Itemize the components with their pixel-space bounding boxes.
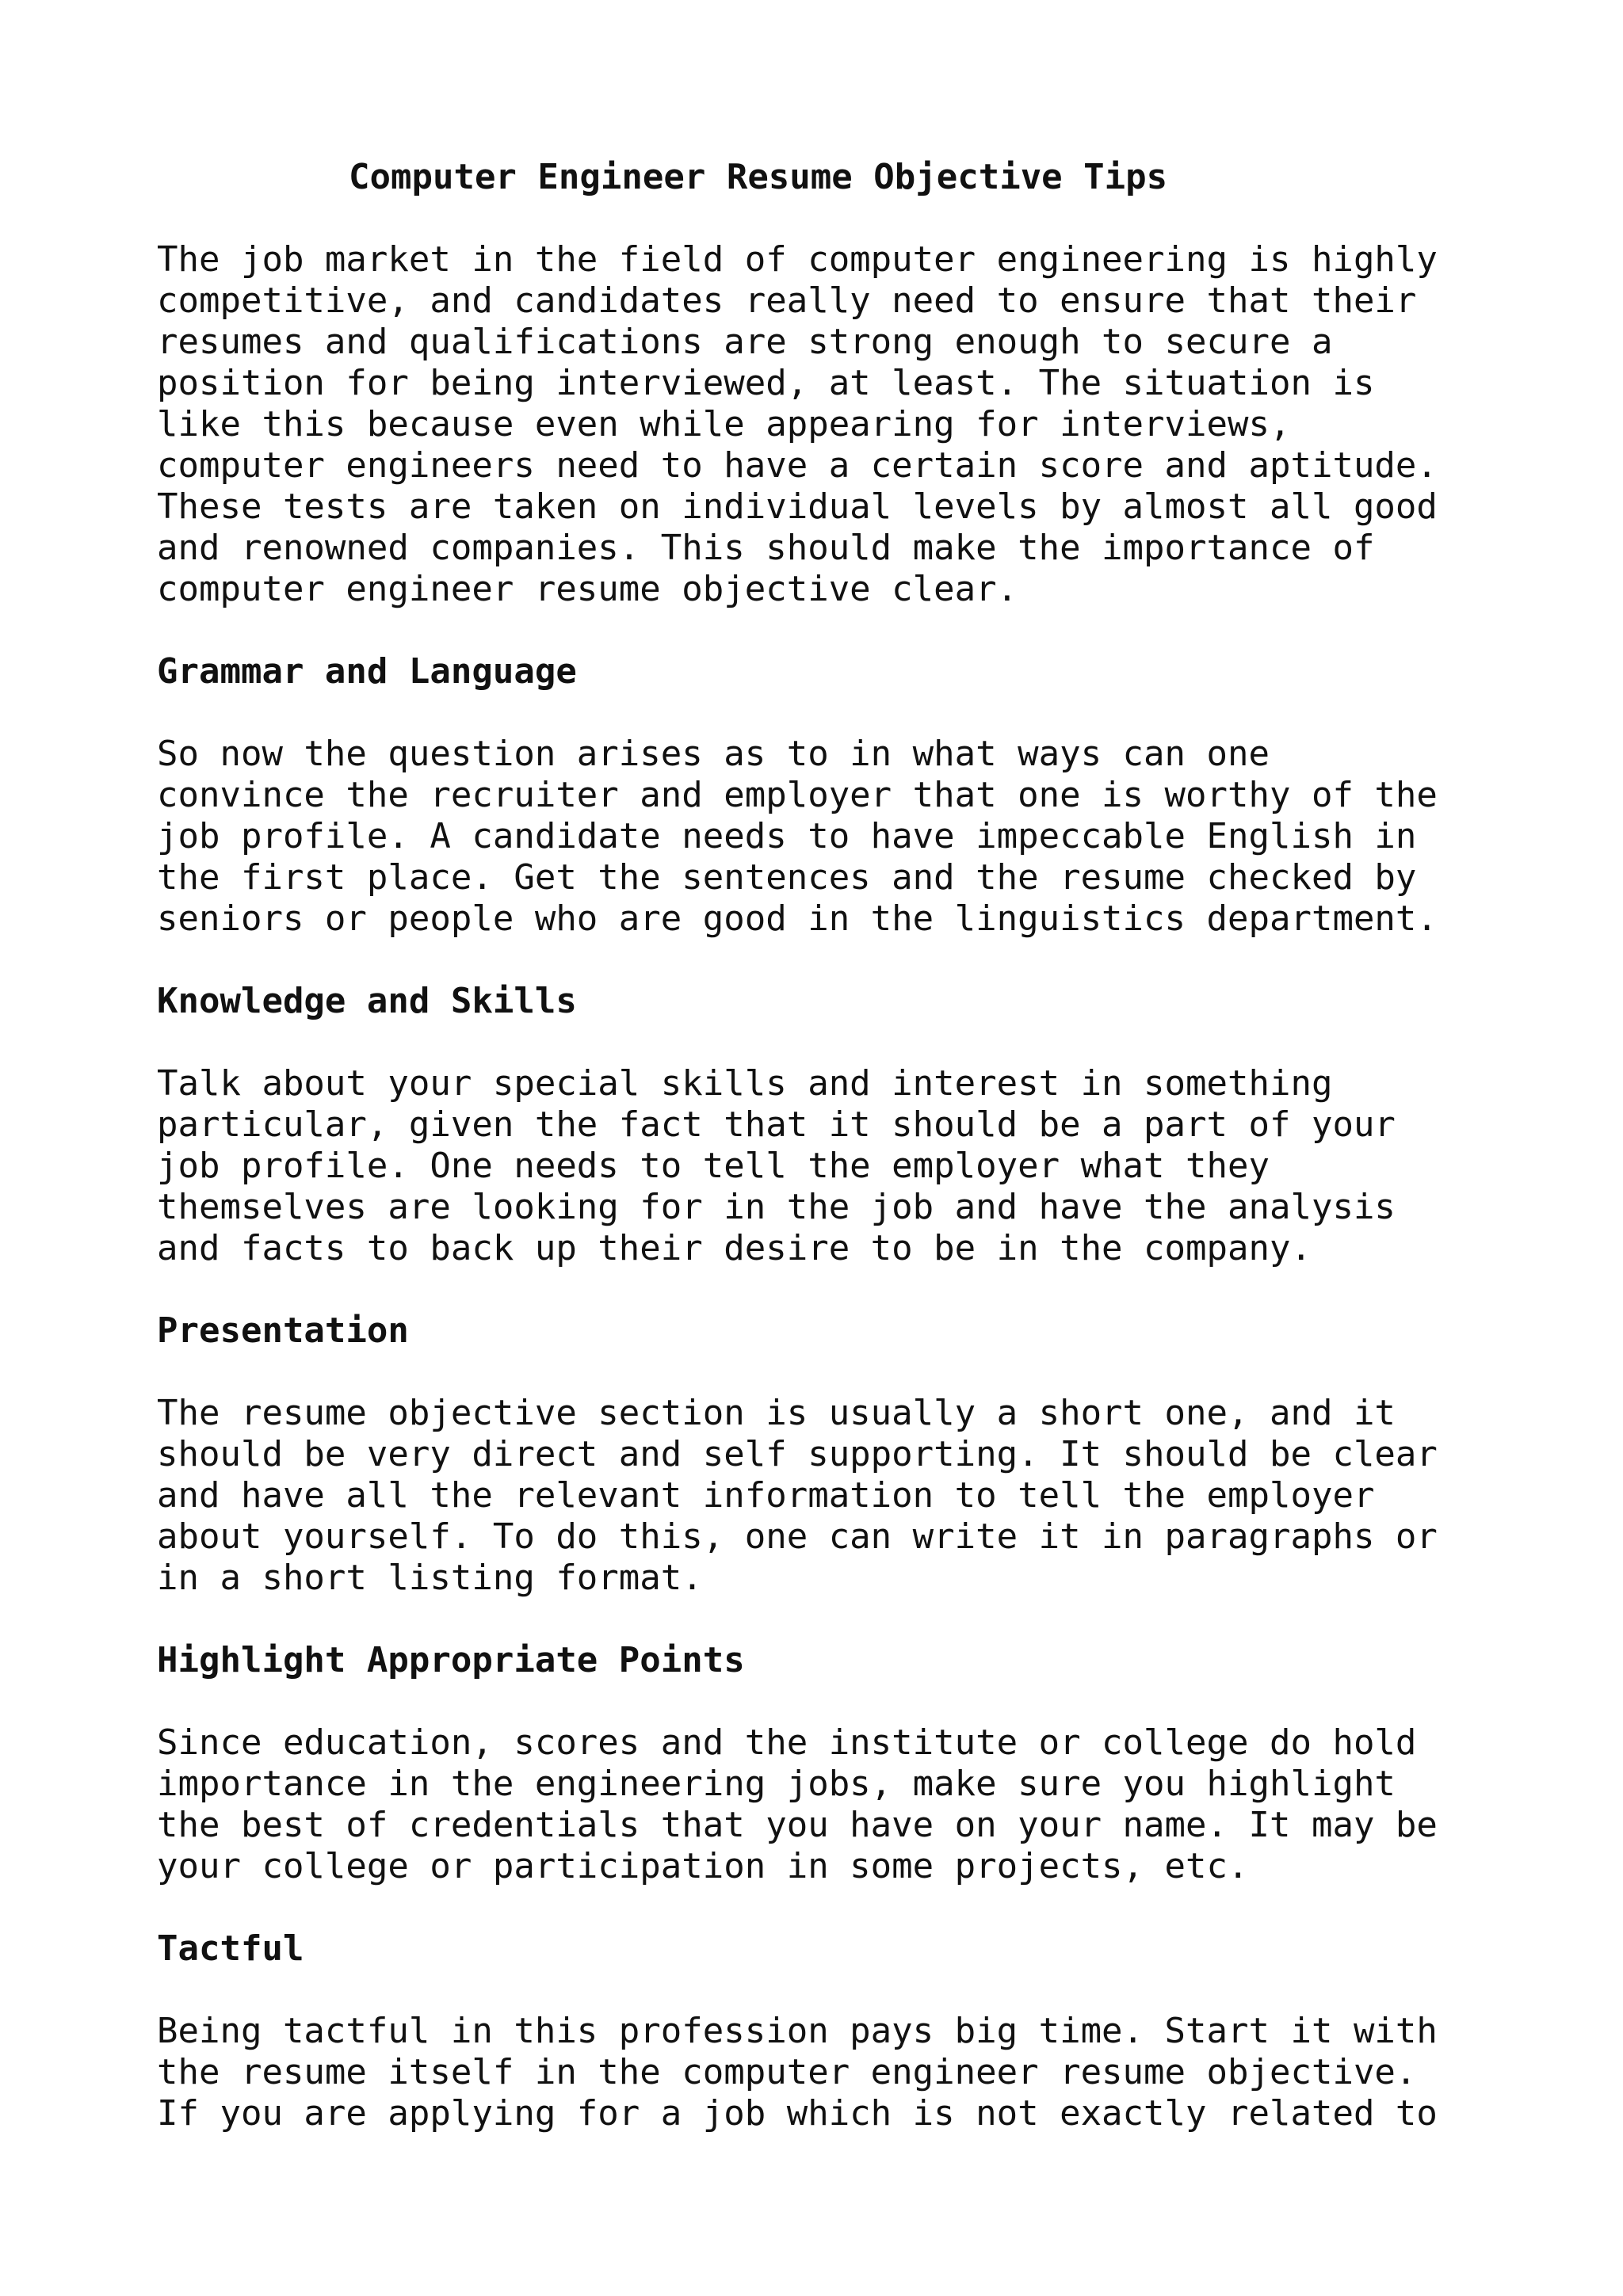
paragraph-line: computer engineers need to have a certain score and aptitude. — [157, 445, 1438, 486]
section-heading-grammar: Grammar and Language — [157, 651, 577, 692]
paragraph-line: the first place. Get the sentences and the resume checked by — [157, 857, 1417, 898]
paragraph-line: competitive, and candidates really need to ensure that their — [157, 280, 1417, 321]
paragraph-line: and facts to back up their desire to be in the company. — [157, 1228, 1312, 1268]
paragraph-line: resumes and qualifications are strong enough to secure a — [157, 322, 1333, 362]
paragraph-line: The job market in the field of computer engineering is highly — [157, 239, 1438, 280]
section-heading-knowledge: Knowledge and Skills — [157, 981, 577, 1021]
paragraph-line: The resume objective section is usually a short one, and it — [157, 1393, 1396, 1433]
section-paragraph-knowledge — [157, 1063, 1504, 1269]
paragraph-line: Being tactful in this profession pays big time. Start it with — [157, 2011, 1438, 2051]
section-heading-tactful: Tactful — [157, 1928, 304, 1969]
paragraph-line: importance in the engineering jobs, make sure you highlight — [157, 1764, 1396, 1804]
paragraph-line: the resume itself in the computer engineer resume objective. — [157, 2052, 1417, 2092]
paragraph-line: should be very direct and self supporting. It should be clear — [157, 1434, 1438, 1474]
document-page — [157, 157, 1504, 2176]
section-paragraph-tactful — [157, 2011, 1504, 2134]
section-heading-presentation: Presentation — [157, 1310, 409, 1351]
paragraph-line: and have all the relevant information to tell the employer — [157, 1475, 1375, 1516]
paragraph-line: So now the question arises as to in what ways can one — [157, 734, 1270, 774]
paragraph-line: in a short listing format. — [157, 1558, 703, 1598]
section-paragraph-grammar — [157, 734, 1504, 940]
paragraph-line: like this because even while appearing for interviews, — [157, 404, 1291, 444]
paragraph-line: These tests are taken on individual levels by almost all good — [157, 486, 1438, 527]
paragraph-line: and renowned companies. This should make the importance of — [157, 528, 1375, 568]
paragraph-line: Since education, scores and the institute or college do hold — [157, 1722, 1417, 1763]
paragraph-line: the best of credentials that you have on your name. It may be — [157, 1805, 1438, 1845]
paragraph-line: your college or participation in some projects, etc. — [157, 1846, 1249, 1886]
paragraph-line: Talk about your special skills and interest in something — [157, 1063, 1333, 1104]
paragraph-line: seniors or people who are good in the linguistics department. — [157, 898, 1438, 939]
section-paragraph-presentation — [157, 1393, 1504, 1599]
section-heading-highlight: Highlight Appropriate Points — [157, 1640, 745, 1680]
section-paragraph-highlight — [157, 1722, 1504, 1887]
intro-paragraph — [157, 239, 1504, 610]
paragraph-line: position for being interviewed, at least. The situation is — [157, 363, 1375, 403]
paragraph-line: about yourself. To do this, one can write it in paragraphs or — [157, 1516, 1438, 1557]
paragraph-line: particular, given the fact that it should be a part of your — [157, 1104, 1396, 1145]
paragraph-line: computer engineer resume objective clear. — [157, 569, 1018, 609]
paragraph-line: convince the recruiter and employer that one is worthy of the — [157, 775, 1438, 815]
paragraph-line: If you are applying for a job which is not exactly related to — [157, 2093, 1438, 2134]
document-title: Computer Engineer Resume Objective Tips — [349, 157, 1168, 197]
paragraph-line: job profile. One needs to tell the employer what they — [157, 1146, 1270, 1186]
paragraph-line: job profile. A candidate needs to have impeccable English in — [157, 816, 1417, 856]
paragraph-line: themselves are looking for in the job and have the analysis — [157, 1187, 1396, 1227]
